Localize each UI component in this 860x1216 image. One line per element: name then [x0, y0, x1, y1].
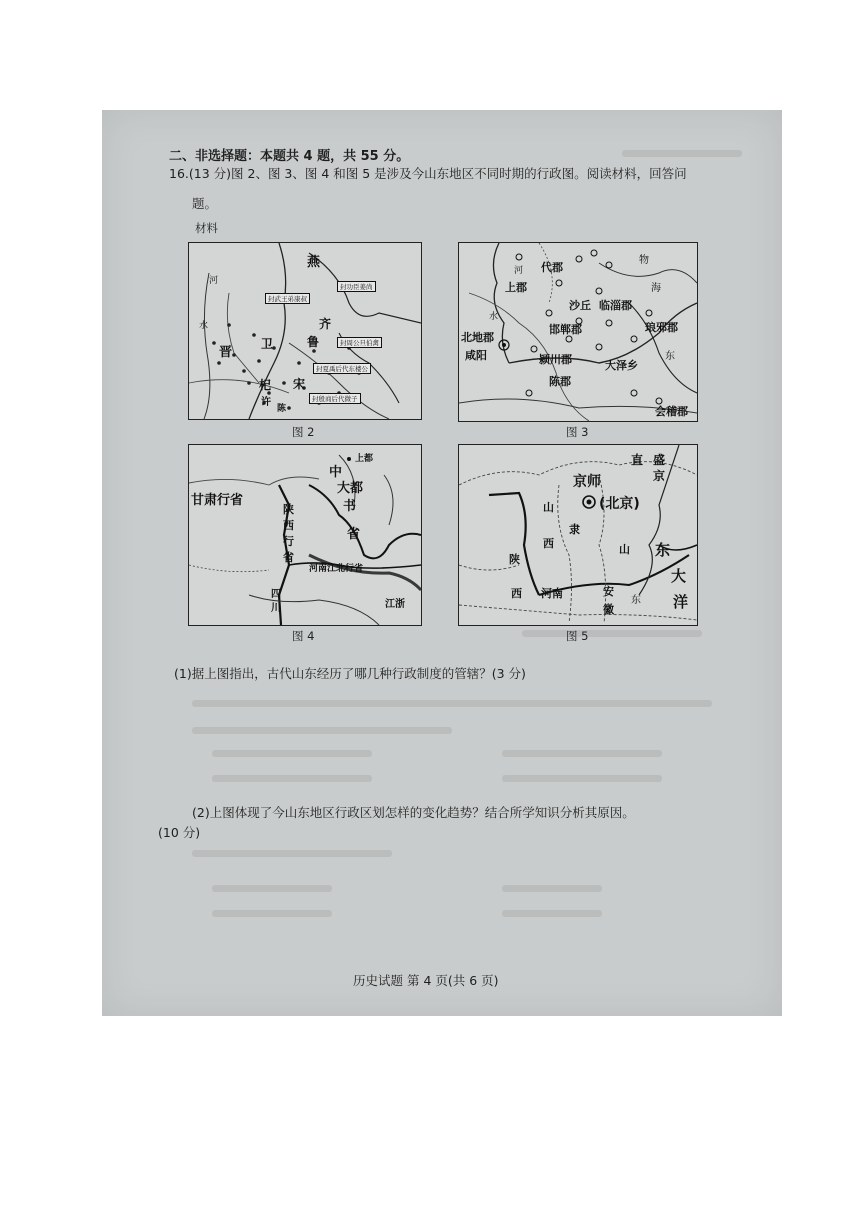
map-label: 水 [489, 312, 499, 322]
bleed-through-text [502, 750, 662, 757]
sub-question-1: (1)据上图指出，古代山东经历了哪几种行政制度的管辖？(3 分) [174, 666, 526, 681]
bleed-through-text [502, 910, 602, 917]
map-label: 上都 [355, 454, 374, 464]
figure-3-caption: 图 3 [566, 425, 589, 439]
bleed-through-text [212, 910, 332, 917]
map-label: 隶 [569, 523, 580, 536]
map-label: 燕 [307, 255, 321, 270]
bleed-through-text [212, 885, 332, 892]
bleed-through-text [192, 727, 452, 734]
map-label: 京 [653, 469, 666, 483]
map-label: 大泽乡 [605, 359, 638, 372]
map-label: 东 [631, 595, 641, 606]
map-label: 大 [671, 567, 687, 585]
map-label: 西 [511, 587, 522, 600]
map-label: 代郡 [541, 261, 563, 274]
map-label: 书 [343, 499, 357, 514]
question-16-line2: 题。 [192, 196, 218, 211]
bleed-through-text [192, 850, 392, 857]
map-label: 咸阳 [465, 349, 487, 362]
map-label: 四 [271, 589, 281, 600]
material-label: 材料 [195, 221, 218, 235]
map-label: 卫 [261, 337, 274, 351]
figure-4-map [188, 444, 422, 626]
map-label: 陕 [509, 553, 520, 566]
map-label: 上郡 [505, 281, 527, 294]
map-label: 河 [209, 276, 219, 286]
map-annotation: 封武王弟康叔 [265, 293, 310, 304]
map-label: 安 [603, 585, 614, 598]
map-annotation: 封功臣姜尚 [337, 281, 376, 292]
map-label: 洋 [673, 593, 689, 611]
map-label: 山 [619, 543, 630, 556]
map-label: 山 [543, 501, 554, 514]
map-label: 东 [655, 541, 671, 559]
map-label: 直 [631, 453, 644, 467]
section-heading: 二、非选择题：本题共 4 题，共 55 分。 [169, 149, 410, 164]
map-label: 京师 [573, 474, 601, 490]
map-label: 河南 [541, 587, 563, 600]
map-label: 西 [543, 537, 554, 550]
figure-4-caption: 图 4 [292, 629, 315, 643]
figure-2-map [188, 242, 422, 420]
map-label: 陈郡 [549, 375, 571, 388]
map-label: 会稽郡 [655, 405, 688, 418]
bleed-through-text [622, 150, 742, 157]
map-label: 东 [665, 351, 675, 362]
figure-2-lines [189, 243, 421, 419]
map-label: 徽 [603, 603, 614, 616]
map-label: 杞 [259, 378, 272, 392]
map-label: 海 [651, 283, 661, 294]
map-label: 邯郸郡 [549, 323, 582, 336]
map-label: 鲁 [307, 335, 320, 349]
bleed-through-text [502, 885, 602, 892]
map-label: 琅邪郡 [645, 321, 678, 334]
figure-2-caption: 图 2 [292, 425, 315, 439]
map-label: 行 [283, 535, 294, 548]
bleed-through-text [212, 775, 372, 782]
map-label: 陈 [277, 404, 287, 414]
map-label: 河南江北行省 [309, 564, 364, 574]
sub-question-2-line1: (2)上图体现了今山东地区行政区划怎样的变化趋势？结合所学知识分析其原因。 [192, 805, 635, 820]
map-label: 北地郡 [461, 331, 494, 344]
map-annotation: 封夏禹后代东楼公 [313, 363, 371, 374]
sub-question-2-line2: (10 分) [158, 825, 201, 840]
map-label: 陕 [283, 503, 294, 516]
map-label: 大都 [337, 481, 364, 496]
map-label: 晋 [219, 345, 233, 360]
question-16-line1: 16.(13 分)图 2、图 3、图 4 和图 5 是涉及今山东地区不同时期的行政图。阅读材料，回答问 [169, 166, 687, 181]
bleed-through-text [212, 750, 372, 757]
map-label: 省 [347, 527, 361, 542]
bleed-through-text [192, 700, 712, 707]
map-label: 河 [514, 266, 524, 276]
figure-3-map [458, 242, 698, 422]
map-label: 中 [329, 465, 343, 480]
map-label: (北京) [599, 496, 640, 512]
map-annotation: 封周公旦伯禽 [337, 337, 382, 348]
map-label: 盛 [653, 453, 666, 467]
exam-page [102, 110, 782, 1016]
map-label: 宋 [293, 377, 306, 391]
bleed-through-text [522, 630, 702, 637]
figure-5-caption: 图 5 [566, 629, 589, 643]
map-label: 甘肃行省 [191, 493, 244, 508]
bleed-through-text [502, 775, 662, 782]
map-label: 齐 [319, 317, 332, 331]
map-label: 省 [283, 551, 294, 564]
map-label: 颍川郡 [539, 353, 572, 366]
map-label: 临淄郡 [599, 299, 632, 312]
map-label: 许 [261, 397, 271, 408]
map-label: 沙丘 [569, 299, 591, 312]
map-annotation: 封殷商后代微子 [309, 393, 361, 404]
page-footer: 历史试题 第 4 页(共 6 页) [353, 973, 499, 988]
map-label: 川 [271, 603, 281, 614]
figure-5-map [458, 444, 698, 626]
map-label: 江浙 [385, 599, 405, 610]
map-label: 西 [283, 519, 294, 532]
map-label: 水 [199, 321, 209, 331]
map-label: 物 [639, 255, 649, 266]
